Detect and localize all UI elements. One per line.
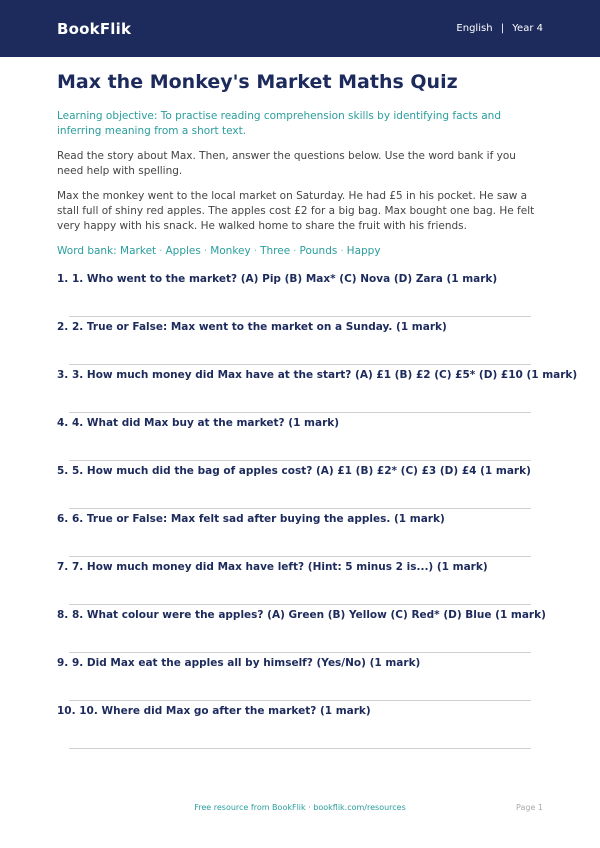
question-list <box>57 273 578 753</box>
question-text: 7. 7. How much money did Max have left? (Hint: 5 minus 2 is...) (1 mark) <box>57 561 488 573</box>
subject-label: English <box>456 23 493 34</box>
subject-year <box>456 23 543 34</box>
question-item <box>57 273 543 321</box>
word-bank-word: Pounds <box>299 245 338 257</box>
worksheet-body <box>0 68 600 753</box>
word-bank-label: Word bank: <box>57 245 117 257</box>
word-bank-word: Apples <box>165 245 201 257</box>
question-item <box>57 513 543 561</box>
word-bank <box>57 245 543 257</box>
meta-separator: | <box>500 23 505 34</box>
answer-line[interactable] <box>69 748 531 749</box>
question-text: 1. 1. Who went to the market? (A) Pip (B) Max* (C) Nova (D) Zara (1 mark) <box>57 273 498 285</box>
question-text: 9. 9. Did Max eat the apples all by himself? (Yes/No) (1 mark) <box>57 657 421 669</box>
question-text: 4. 4. What did Max buy at the market? (1 mark) <box>57 417 340 429</box>
question-text: 2. 2. True or False: Max went to the market on a Sunday. (1 mark) <box>57 321 447 333</box>
question-item <box>57 465 543 513</box>
footer-text: Free resource from BookFlik · bookflik.com/resources <box>194 803 406 812</box>
question-item <box>57 417 543 465</box>
word-bank-word: Happy <box>346 245 381 257</box>
word-bank-separator: · <box>159 245 163 257</box>
question-item <box>57 321 543 369</box>
question-text: 8. 8. What colour were the apples? (A) Green (B) Yellow (C) Red* (D) Blue (1 mark) <box>57 609 546 621</box>
word-bank-word: Market <box>120 245 157 257</box>
page-number: Page 1 <box>516 803 543 812</box>
answer-line[interactable] <box>69 316 531 317</box>
question-text: 10. 10. Where did Max go after the market? (1 mark) <box>57 705 371 717</box>
learning-objective: Learning objective: To practise reading comprehension skills by identifying facts and inferring meaning from a short text. <box>57 110 501 137</box>
question-item <box>57 369 578 417</box>
answer-line[interactable] <box>69 556 531 557</box>
question-item <box>57 561 543 609</box>
question-item <box>57 609 546 657</box>
instructions: Read the story about Max. Then, answer the questions below. Use the word bank if you need help with spelling. <box>57 150 516 177</box>
year-label: Year 4 <box>512 23 543 34</box>
brand-logo: BookFlik <box>57 19 132 38</box>
page-header <box>0 0 600 57</box>
story-text: Max the monkey went to the local market on Saturday. He had £5 in his pocket. He saw a stall full of shiny red apples. The apples cost £2 for a big bag. Max bought one bag. He felt very happy with his snack. He walked home to share the fruit with his friends. <box>57 190 535 232</box>
answer-line[interactable] <box>69 508 531 509</box>
word-bank-word: Three <box>260 245 291 257</box>
word-bank-separator: · <box>293 245 297 257</box>
answer-line[interactable] <box>69 652 531 653</box>
answer-line[interactable] <box>69 604 531 605</box>
question-item <box>57 705 543 753</box>
question-text: 5. 5. How much did the bag of apples cost? (A) £1 (B) £2* (C) £3 (D) £4 (1 mark) <box>57 465 531 477</box>
word-bank-words <box>120 245 381 257</box>
answer-line[interactable] <box>69 412 531 413</box>
word-bank-separator: · <box>253 245 258 257</box>
question-item <box>57 657 543 705</box>
page-title: Max the Monkey's Market Maths Quiz <box>57 71 458 93</box>
answer-line[interactable] <box>69 364 531 365</box>
answer-line[interactable] <box>69 460 531 461</box>
question-text: 6. 6. True or False: Max felt sad after buying the apples. (1 mark) <box>57 513 445 525</box>
question-text: 3. 3. How much money did Max have at the start? (A) £1 (B) £2 (C) £5* (D) £10 (1 mark) <box>57 369 578 381</box>
word-bank-separator: · <box>203 245 208 257</box>
word-bank-word: Monkey <box>210 245 251 257</box>
answer-line[interactable] <box>69 700 531 701</box>
word-bank-separator: · <box>340 245 344 257</box>
